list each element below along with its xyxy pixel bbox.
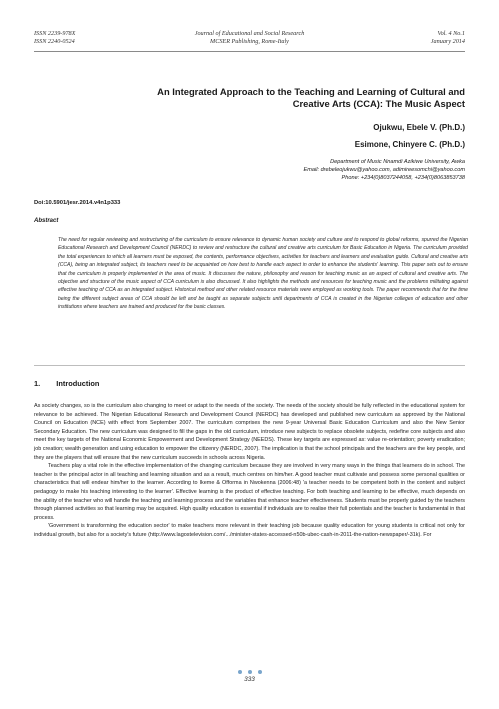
ornament-dot bbox=[258, 670, 262, 674]
issue-date: January 2014 bbox=[430, 38, 465, 45]
ornament-dot bbox=[238, 670, 242, 674]
ornament-dot bbox=[248, 670, 252, 674]
section-number: 1. bbox=[34, 379, 41, 388]
introduction-body bbox=[34, 402, 465, 540]
paragraph: As society changes, so is the curriculum also changing to meet or adapt to the needs of the society. The needs of the society should be fully reflected in the educational system for relevance to be achieved. The Nigerian Educational Research and Development Council (NERDC) has developed and published new curriculum as approved by the National Council on Education (NCE) with effect from September 2007. The curriculum comprises the new 9-year Universal Basic Education Curriculum and also the New Senior Secondary Education. The new curriculum was designed to fill the gaps in the old curriculum, introduce new subjects to replace obsolete subjects, redefine core subjects and also meet the key targets of the National Economic Empowerment and Development Strategy (NEEDS). These key targets are expressed as: value re-orientation; poverty eradication; job creation; wealth generation and using education to empower the citizenry (NERDC, 2007). The implication is that the school principals and the teachers are the key people, and they are the players that will ensure that the new curriculum succeeds in schools across Nigeria. bbox=[34, 403, 465, 461]
author-2: Esimone, Chinyere C. (Ph.D.) bbox=[354, 140, 465, 149]
department: Department of Music Nnamdi Azikiwe University, Awka bbox=[330, 159, 465, 165]
volume-number: Vol. 4 No.1 bbox=[437, 30, 465, 37]
publisher-name: MCSER Publishing, Rome-Italy bbox=[210, 38, 289, 45]
paper-title: An Integrated Approach to the Teaching and Learning of Cultural and Creative Arts (CCA): The Music Aspect bbox=[157, 86, 465, 109]
abstract-text: The need for regular reviewing and restructuring of the curriculum to ensure relevance to dynamic human society and culture and to respond to global reforms, spurred the Nigerian Educational Research and Development Council (NERDC) to review and restructure the cultural and creative arts curriculum for Basic Education in Nigeria. The curriculum provided the total experiences to which all learners must be exposed, the contents, performance objectives, activities for teachers and learners and evaluation guide. Cultural and creative arts (CCA), being an integrated subject, its teachers need to be acquainted on how best to handle each aspect in order to enhance the students' learning. This paper sets out to ensure that the curriculum is properly implemented in the area of music. It discusses the nature, philosophy and reason for teaching music as an aspect of cultural and creative arts. The objective and structure of the music aspect of CCA curriculum is also discussed. It also highlights the methods and resources for teaching music and the problems militating against effective teaching of CCA as an integrated subject. Historical method and other related resource materials were employed as working tools. The paper recommends that for the time being the different subject areas of CCA should be left and be taught as separate subjects until departments of CCA is created in the Nigerian colleges of education and other institutions where teachers are trained and produced for the basic classes. bbox=[58, 237, 468, 311]
author-1: Ojukwu, Ebele V. (Ph.D.) bbox=[373, 123, 465, 132]
volume-block bbox=[431, 30, 465, 46]
header-divider bbox=[34, 51, 465, 52]
issn-online: ISSN 2240-0524 bbox=[34, 38, 75, 45]
paragraph: Teachers play a vital role in the effective implementation of the changing curriculum because they are involved in very many ways in the things that learners do in school. The teacher is the principal actor in all teaching and learning situation and as a result, much centres on him/her. A good teacher must cultivate and possess some personal qualities or characteristics that will endear him/her to the learner. According to Ikeme & Offorma in Nwokenna (2006:48) 'a teacher needs to be competent both in the content and subject pedagogy to make his teaching interesting to the learner'. Effective learning is the product of effective teaching. For both teaching and learning to be effective, much depends on the ability of the teacher who will handle the teaching and learning process and the variables that enhance teacher effectiveness. Students must be properly guided by the teachers through planned activities so that learning may be acquired. High quality education is essential if individuals are to realise their full potentials and the teacher is fundamental in that process. bbox=[34, 463, 465, 521]
abstract-divider bbox=[34, 365, 465, 366]
section-title: Introduction bbox=[56, 379, 100, 388]
affiliation-block bbox=[105, 158, 465, 182]
phone-line: Phone: +234(0)8037244058, +234(0)8063853738 bbox=[341, 175, 465, 181]
abstract-heading: Abstract bbox=[34, 218, 59, 224]
section-heading bbox=[34, 379, 99, 388]
issn-print: ISSN 2239-978X bbox=[34, 30, 76, 37]
paragraph: 'Government is transforming the education sector' to make teachers more relevant in their teaching job because quality education for young students is critical not only for individual growth, but also for a society's future (http://www.lagostelevision.com/.../minister-states-accessed-n50b-ubec-cash-in-2011-the-nation-newspaper/-31k). For bbox=[34, 523, 465, 538]
doi: Doi:10.5901/jesr.2014.v4n1p333 bbox=[34, 200, 121, 206]
page-dots-ornament bbox=[234, 669, 266, 675]
page-number: 333 bbox=[244, 676, 255, 683]
journal-name: Journal of Educational and Social Research bbox=[194, 30, 305, 37]
email-line: Email: drebeleojukwu@yahoo.com, adimireesomchi@yahoo.com bbox=[303, 167, 465, 173]
journal-block bbox=[0, 30, 499, 46]
